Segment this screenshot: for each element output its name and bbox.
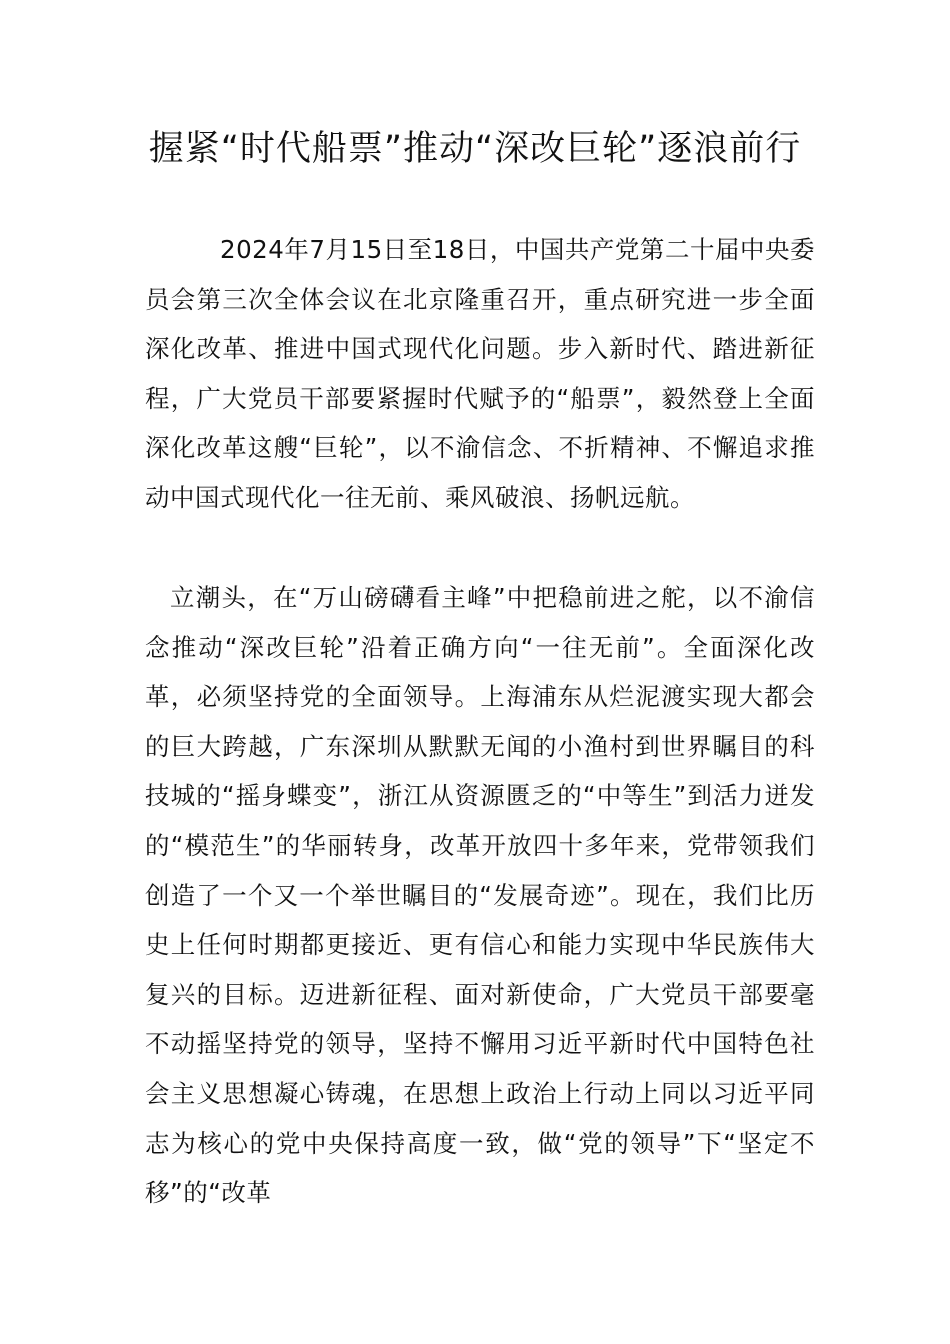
document-title: 握紧“时代船票”推动“深改巨轮”逐浪前行	[148, 129, 802, 169]
paragraph-1: 2024年7月15日至18日，中国共产党第二十届中央委员会第三次全体会议在北京隆重召开，重点研究进一步全面深化改革、推进中国式现代化问题。步入新时代、踏进新征程，广大党员干部要紧握时代赋予的“船票”，毅然登上全面深化改革这艘“巨轮”，以不渝信念、不折精神、不懈追求推动中国式现代化一往无前、乘风破浪、扬帆远航。	[145, 235, 815, 512]
paragraph-2: 立潮头，在“万山磅礴看主峰”中把稳前进之舵，以不渝信念推动“深改巨轮”沿着正确方向“一往无前”。全面深化改革，必须坚持党的全面领导。上海浦东从烂泥渡实现大都会的巨大跨越，广东深圳从默默无闻的小渔村到世界瞩目的科技城的“摇身蝶变”，浙江从资源匮乏的“中等生”到活力迸发的“模范生”的华丽转身，改革开放四十多年来，党带领我们创造了一个又一个举世瞩目的“发展奇迹”。现在，我们比历史上任何时期都更接近、更有信心和能力实现中华民族伟大复兴的目标。迈进新征程、面对新使命，广大党员干部要毫不动摇坚持党的领导，坚持不懈用习近平新时代中国特色社会主义思想凝心铸魂，在思想上政治上行动上同以习近平同志为核心的党中央保持高度一致，做“党的领导”下“坚定不移”的“改革	[145, 583, 815, 1208]
